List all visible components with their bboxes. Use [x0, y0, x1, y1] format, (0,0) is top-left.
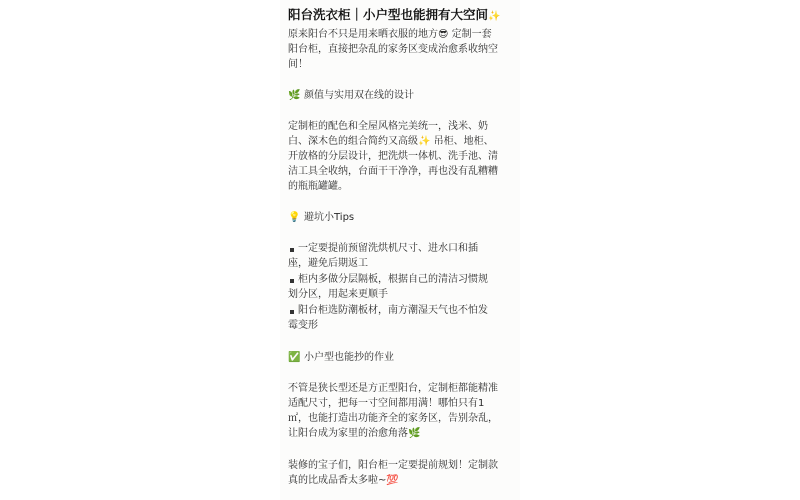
tip-3-line-2: 霉变形: [288, 320, 318, 331]
bullet-icon: [290, 279, 294, 283]
tip-2-line-1: 柜内多做分层隔板，根据自己的清洁习惯规: [298, 274, 488, 285]
closing-line-1: 装修的宝子们，阳台柜一定要提前规划！定制款: [288, 460, 498, 471]
tip-2-line-2: 划分区，用起来更顺手: [288, 289, 388, 300]
bullet-icon: [290, 248, 294, 252]
homework-line-2: 适配尺寸，把每一寸空间都用满！哪怕只有1: [288, 398, 485, 409]
closing-text-2a: 真的比成品香太多啦~: [288, 475, 387, 486]
herb-icon: 🌿: [288, 90, 301, 101]
homework-line-1: 不管是狭长型还是方正型阳台，定制柜都能精准: [288, 383, 498, 394]
herb-icon: 🌿: [408, 428, 421, 439]
tip-1-line-1: 一定要提前预留洗烘机尺寸、进水口和插: [298, 243, 478, 254]
hundred-points-icon: 💯: [386, 475, 399, 486]
design-line-1: 定制柜的配色和全屋风格完美统一，浅米、奶: [288, 121, 488, 132]
design-text-2b: 吊柜、地柜、: [430, 136, 494, 147]
section-heading-design: [288, 89, 414, 103]
section-heading-homework-text: 小户型也能抄的作业: [304, 352, 394, 363]
section-heading-tips-text: 避坑小Tips: [304, 212, 355, 223]
intro-line-3: 间！: [288, 59, 308, 70]
post-title: [288, 5, 500, 27]
section-heading-design-text: 颜值与实用双在线的设计: [304, 90, 414, 101]
sparkles-icon: ✨: [418, 136, 431, 147]
bullet-icon: [290, 310, 294, 314]
intro-line-1: [288, 28, 492, 42]
design-line-4: 洁工具全收纳，台面干干净净，再也没有乱糟糟: [288, 166, 498, 177]
section-heading-tips: [288, 211, 354, 225]
intro-line-2: 阳台柜，直接把杂乱的家务区变成治愈系收纳空: [288, 44, 498, 55]
cool-face-icon: 😎: [438, 29, 449, 40]
section-heading-homework: [288, 351, 394, 365]
design-line-3: 开放格的分层设计，把洗烘一体机、洗手池、清: [288, 151, 498, 162]
homework-text-4a: 让阳台成为家里的治愈角落: [288, 428, 408, 439]
homework-line-4: [288, 427, 420, 441]
homework-line-3: ㎡，也能打造出功能齐全的家务区，告别杂乱，: [288, 413, 498, 424]
design-text-2a: 白、深木色的组合简约又高级: [288, 136, 418, 147]
check-mark-icon: ✅: [288, 352, 301, 363]
sparkles-icon: ✨: [488, 11, 501, 22]
closing-line-2: [288, 474, 399, 488]
design-line-2: [288, 135, 494, 149]
intro-text-1b: 定制一套: [448, 29, 492, 40]
lightbulb-icon: 💡: [288, 212, 301, 223]
tip-1-line-2: 座，避免后期返工: [288, 258, 368, 269]
post-title-text: 阳台洗衣柜｜小户型也能拥有大空间: [288, 7, 489, 22]
intro-text-1a: 原来阳台不只是用来晒衣服的地方: [288, 29, 438, 40]
tip-3-line-1: 阳台柜选防潮板材，南方潮湿天气也不怕发: [298, 305, 488, 316]
design-line-5: 的瓶瓶罐罐。: [288, 181, 348, 192]
